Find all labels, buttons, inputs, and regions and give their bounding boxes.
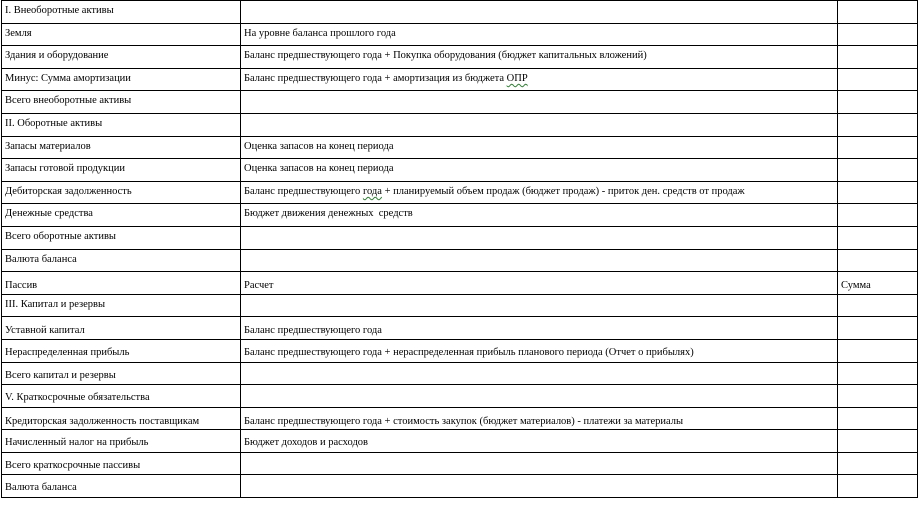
method-cell (241, 385, 838, 408)
table-row (2, 181, 918, 204)
item-cell: Денежные средства (2, 204, 241, 227)
amount-cell (838, 113, 918, 136)
method-text: Баланс предшествующего года + амортизация из бюджета (244, 72, 507, 84)
item-cell: Уставной капитал (2, 317, 241, 340)
item-cell: Валюта баланса (2, 475, 241, 498)
table-row (2, 204, 918, 227)
item-cell: I. Внеоборотные активы (2, 1, 241, 24)
table-row (2, 159, 918, 182)
method-cell: Бюджет движения денежных средств (241, 204, 838, 227)
method-cell (241, 1, 838, 24)
amount-cell (838, 317, 918, 340)
table-row (2, 113, 918, 136)
item-cell: Кредиторская задолженность поставщикам (2, 407, 241, 430)
table-row (2, 317, 918, 340)
table-row (2, 407, 918, 430)
method-cell: Баланс предшествующего года + нераспределенная прибыль планового периода (Отчет о прибылях) (241, 339, 838, 362)
method-cell (241, 68, 838, 91)
method-cell (241, 181, 838, 204)
forecast-balance-table (1, 0, 918, 498)
amount-cell (838, 385, 918, 408)
table-header-row (2, 272, 918, 295)
method-cell: Бюджет доходов и расходов (241, 430, 838, 453)
amount-cell (838, 159, 918, 182)
amount-cell (838, 204, 918, 227)
table-row (2, 46, 918, 69)
method-cell: Оценка запасов на конец периода (241, 159, 838, 182)
item-cell: Всего оборотные активы (2, 226, 241, 249)
method-cell (241, 452, 838, 475)
item-cell: Всего краткосрочные пассивы (2, 452, 241, 475)
method-cell (241, 294, 838, 317)
method-cell: Оценка запасов на конец периода (241, 136, 838, 159)
table-row (2, 68, 918, 91)
table-row (2, 226, 918, 249)
item-cell: Запасы готовой продукции (2, 159, 241, 182)
amount-cell (838, 339, 918, 362)
item-cell: Начисленный налог на прибыль (2, 430, 241, 453)
amount-cell (838, 407, 918, 430)
method-text: + планируемый объем продаж (бюджет продаж) - приток ден. средств от продаж (381, 185, 745, 197)
amount-cell (838, 452, 918, 475)
calculation-header-cell: Расчет (241, 272, 838, 295)
table-row (2, 362, 918, 385)
method-cell: Баланс предшествующего года + Покупка оборудования (бюджет капитальных вложений) (241, 46, 838, 69)
item-cell: Запасы материалов (2, 136, 241, 159)
method-cell (241, 113, 838, 136)
amount-cell (838, 226, 918, 249)
table-row (2, 339, 918, 362)
item-cell: Всего внеоборотные активы (2, 91, 241, 114)
method-cell (241, 249, 838, 272)
amount-cell (838, 91, 918, 114)
amount-cell (838, 430, 918, 453)
method-cell: Баланс предшествующего года + стоимость закупок (бюджет материалов) - платежи за материалы (241, 407, 838, 430)
amount-cell (838, 362, 918, 385)
table-row (2, 385, 918, 408)
item-cell: II. Оборотные активы (2, 113, 241, 136)
table-row (2, 249, 918, 272)
item-cell: Всего капитал и резервы (2, 362, 241, 385)
method-cell (241, 226, 838, 249)
amount-cell (838, 68, 918, 91)
table-row (2, 430, 918, 453)
amount-cell (838, 1, 918, 24)
method-cell: На уровне баланса прошлого года (241, 23, 838, 46)
item-cell: Здания и оборудование (2, 46, 241, 69)
table-row (2, 1, 918, 24)
amount-cell (838, 294, 918, 317)
method-cell (241, 362, 838, 385)
table-row (2, 475, 918, 498)
item-cell: Земля (2, 23, 241, 46)
table-row (2, 23, 918, 46)
item-cell: Валюта баланса (2, 249, 241, 272)
item-cell: Минус: Сумма амортизации (2, 68, 241, 91)
item-cell: Дебиторская задолженность (2, 181, 241, 204)
amount-cell (838, 46, 918, 69)
item-cell: Нераспределенная прибыль (2, 339, 241, 362)
amount-cell (838, 249, 918, 272)
method-cell (241, 475, 838, 498)
method-cell: Баланс предшествующего года (241, 317, 838, 340)
amount-header-cell: Сумма (838, 272, 918, 295)
method-cell (241, 91, 838, 114)
amount-cell (838, 181, 918, 204)
method-text: Баланс предшествующего (244, 185, 363, 197)
amount-cell (838, 136, 918, 159)
spellcheck-underlined-word: ОПР (506, 72, 528, 84)
table-row (2, 136, 918, 159)
table-row (2, 294, 918, 317)
amount-cell (838, 23, 918, 46)
spellcheck-underlined-word: года (362, 185, 382, 197)
item-cell: V. Краткосрочные обязательства (2, 385, 241, 408)
liabilities-header-cell: Пассив (2, 272, 241, 295)
table-row (2, 91, 918, 114)
item-cell: III. Капитал и резервы (2, 294, 241, 317)
amount-cell (838, 475, 918, 498)
table-row (2, 452, 918, 475)
